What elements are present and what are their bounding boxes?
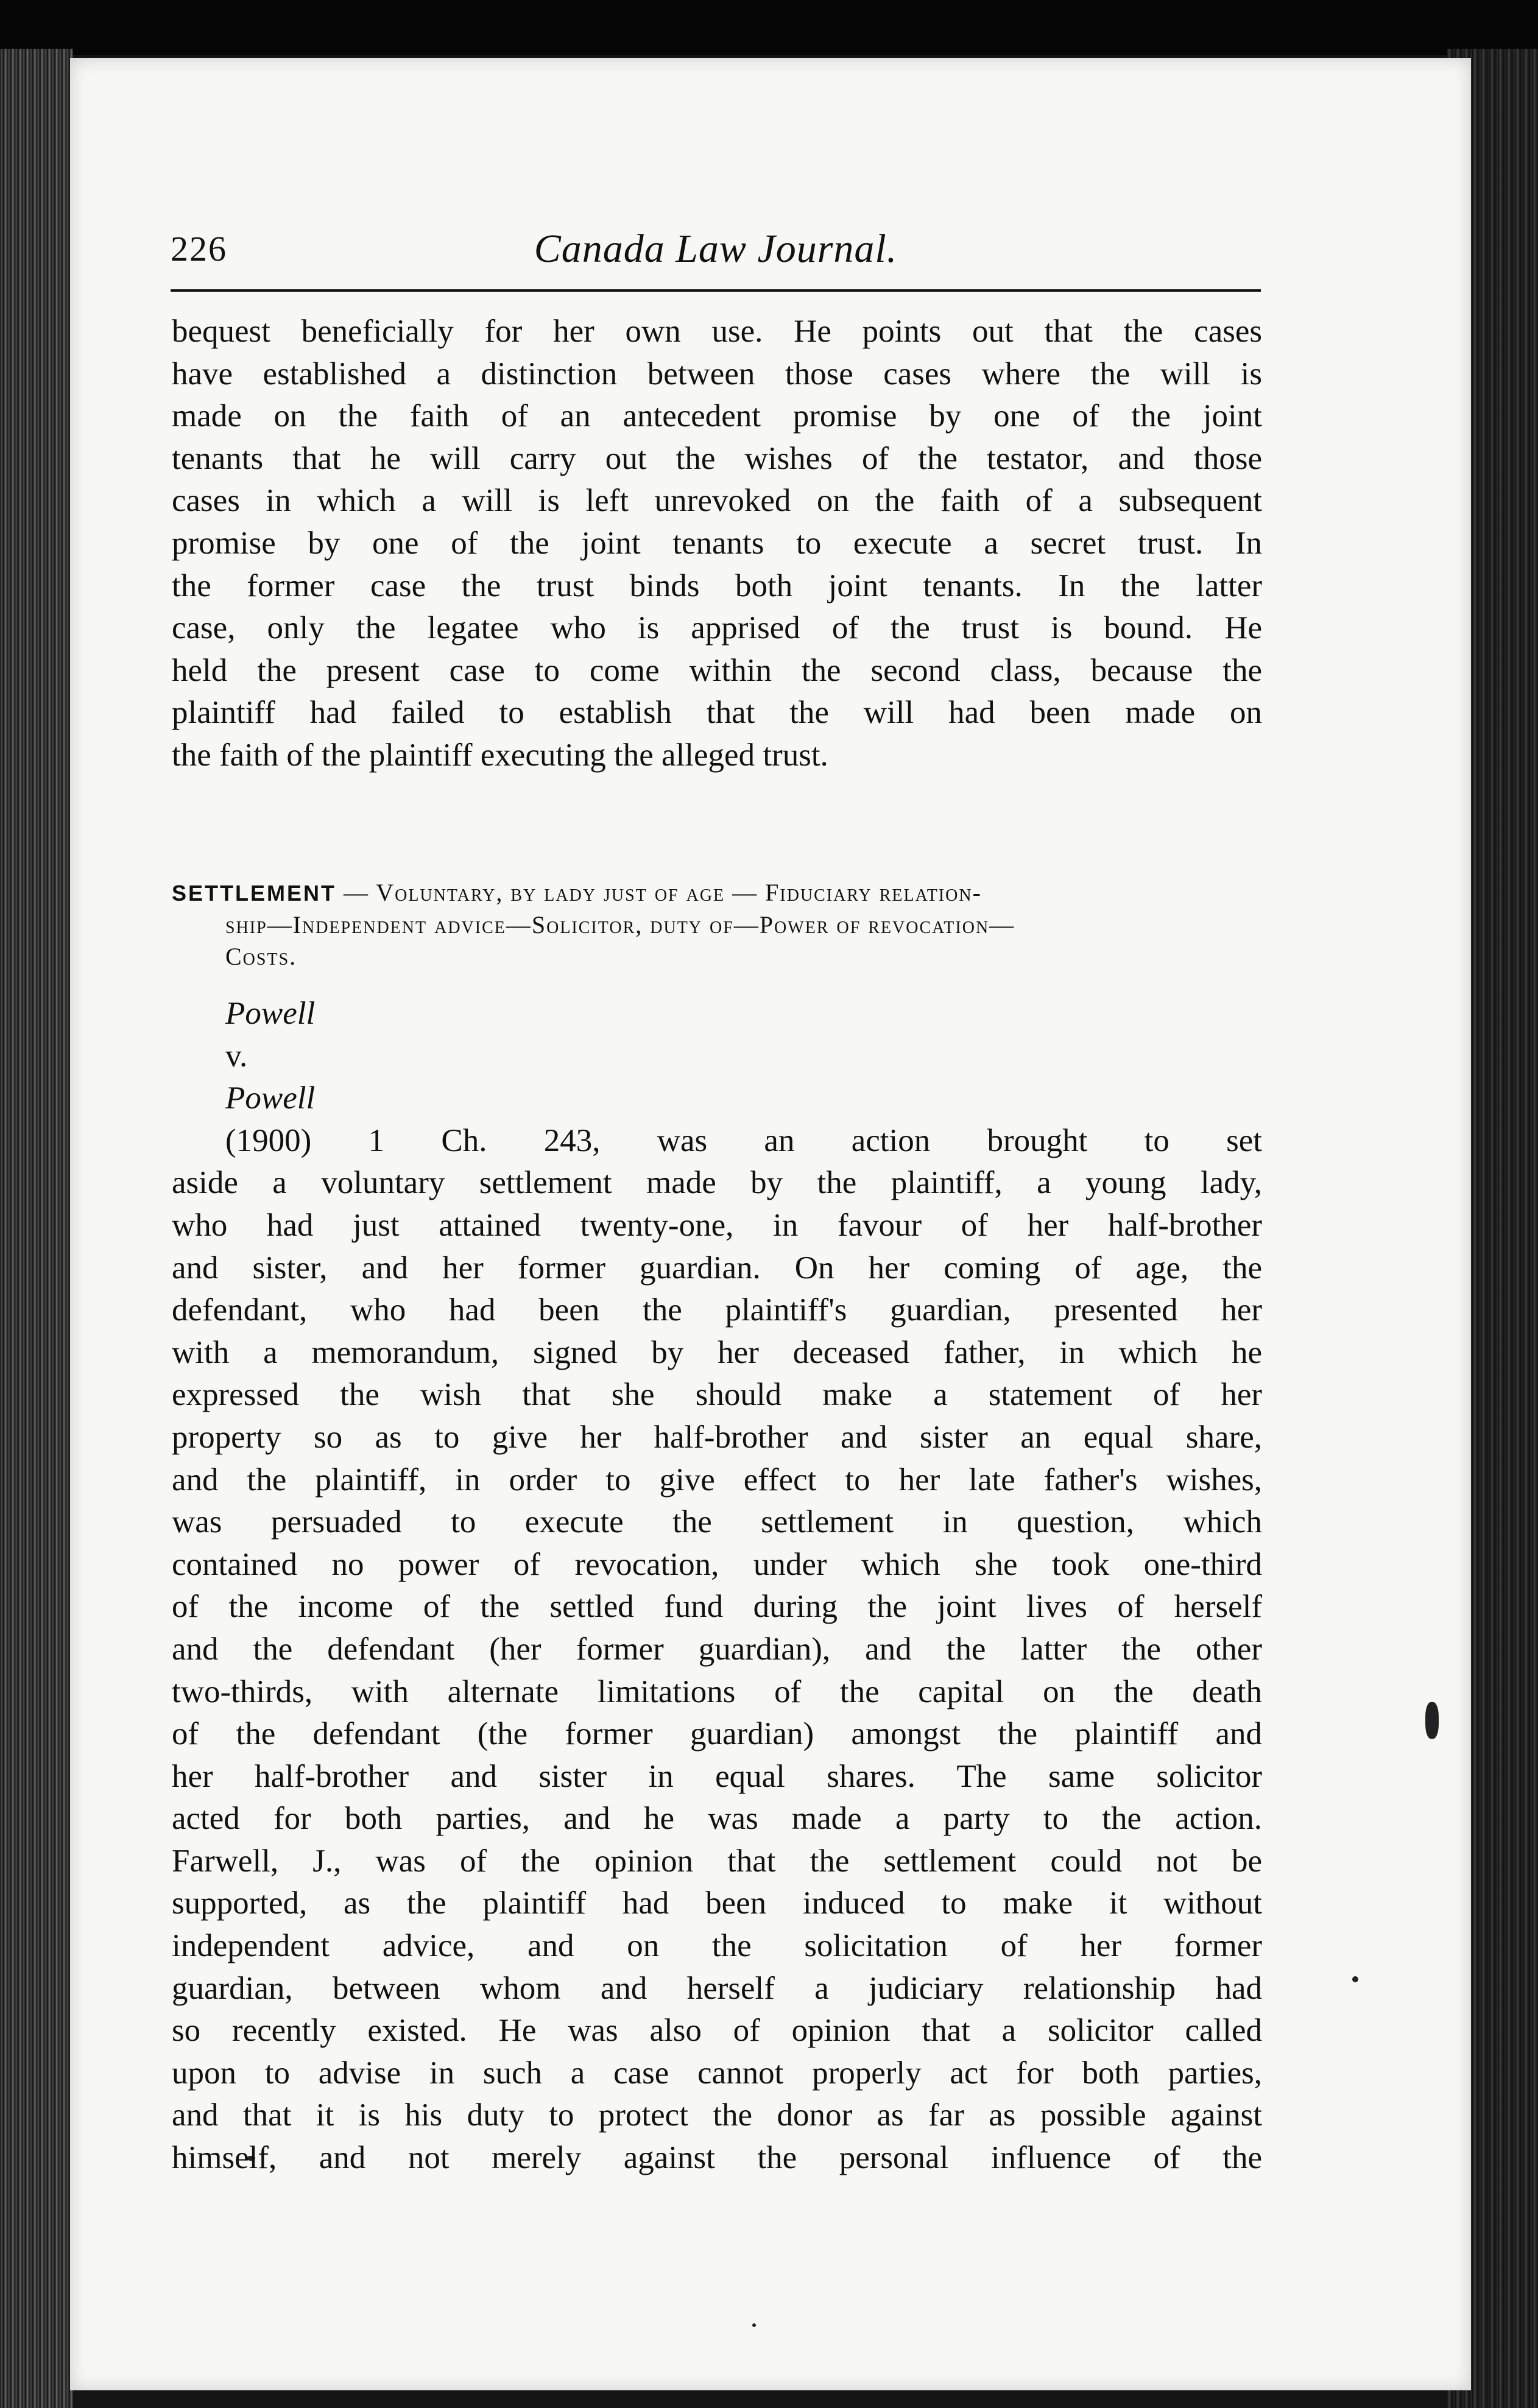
text-line: cases in which a will is left unrevoked on the faith of a subsequent	[172, 483, 1262, 519]
text-line: of the defendant (the former guardian) amongst the plaintiff and	[172, 1716, 1262, 1752]
text-line: held the present case to come within the second class, because the	[172, 652, 1262, 688]
case-versus: v.	[225, 1038, 248, 1074]
scan-top-border	[0, 0, 1538, 55]
text-line: himself, and not merely against the personal influence of the	[172, 2140, 1262, 2176]
text-line: aside a voluntary settlement made by the plaintiff, a young lady,	[172, 1165, 1262, 1201]
heading-keyword: SETTLEMENT	[172, 881, 336, 906]
paragraph-secret-trust	[172, 311, 1262, 777]
text-line: was persuaded to execute the settlement in question, which	[172, 1504, 1262, 1540]
text-line: her half-brother and sister in equal shares. The same solicitor	[172, 1758, 1262, 1794]
text-line: the faith of the plaintiff executing the alleged trust.	[172, 737, 828, 773]
text-line: promise by one of the joint tenants to execute a secret trust. In	[172, 525, 1262, 561]
text-line: plaintiff had failed to establish that the will had been made on	[172, 695, 1262, 731]
text-line: acted for both parties, and he was made a party to the action.	[172, 1801, 1262, 1837]
text-line	[172, 993, 1262, 1162]
page-header	[171, 216, 1261, 292]
text-line: of the income of the settled fund during the joint lives of herself	[172, 1589, 1262, 1625]
text-line: independent advice, and on the solicitation of her former	[172, 1928, 1262, 1964]
text-line: two-thirds, with alternate limitations of the capital on the death	[172, 1674, 1262, 1709]
text-line: and the defendant (her former guardian), and the latter the other	[172, 1631, 1262, 1667]
text-line: guardian, between whom and herself a judiciary relationship had	[172, 1970, 1262, 2006]
page-number: 226	[171, 229, 227, 269]
text-line: with a memorandum, signed by her deceased father, in which he	[172, 1334, 1262, 1370]
text-line: contained no power of revocation, under which she took one-third	[172, 1546, 1262, 1582]
text-line: case, only the legatee who is apprised of the trust is bound. He	[172, 610, 1262, 646]
ink-speck	[752, 2323, 756, 2327]
text-line: have established a distinction between those cases where the will is	[172, 356, 1262, 392]
citation-text: (1900) 1 Ch. 243, was an action brought to set	[225, 1122, 1262, 1158]
text-line: the former case the trust binds both joint tenants. In the latter	[172, 568, 1262, 604]
text-line: made on the faith of an antecedent promise by one of the joint	[172, 398, 1262, 434]
ink-speck	[1352, 1976, 1358, 1982]
paragraph-powell-v-powell	[172, 993, 1262, 2180]
heading-topics: — Voluntary, by lady just of age — Fiduciary relation-	[336, 879, 982, 906]
text-line: bequest beneficially for her own use. He points out that the cases	[172, 314, 1262, 349]
heading-line	[172, 877, 1262, 909]
text-line: Farwell, J., was of the opinion that the settlement could not be	[172, 1843, 1262, 1879]
book-spine-edge	[0, 49, 73, 2408]
text-line: so recently existed. He was also of opinion that a solicitor called	[172, 2013, 1262, 2049]
heading-line: ship—Independent advice—Solicitor, duty of—Power of revocation—	[225, 911, 1015, 938]
text-line: upon to advise in such a case cannot properly act for both parties,	[172, 2055, 1262, 2091]
heading-line: Costs.	[225, 943, 297, 970]
text-line: and the plaintiff, in order to give effect to her late father's wishes,	[172, 1462, 1262, 1498]
case-heading	[172, 877, 1262, 973]
case-name: Powell	[225, 996, 316, 1031]
running-title: Canada Law Journal.	[534, 227, 898, 271]
text-line: and sister, and her former guardian. On her coming of age, the	[172, 1250, 1262, 1286]
text-line: expressed the wish that she should make a statement of her	[172, 1377, 1262, 1413]
text-line: supported, as the plaintiff had been induced to make it without	[172, 1885, 1262, 1921]
text-line: property so as to give her half-brother and sister an equal share,	[172, 1419, 1262, 1455]
case-name: Powell	[225, 1080, 316, 1116]
text-line: defendant, who had been the plaintiff's guardian, presented her	[172, 1292, 1262, 1328]
text-line: who had just attained twenty-one, in favour of her half-brother	[172, 1207, 1262, 1243]
ink-speck	[1425, 1702, 1439, 1739]
text-line: tenants that he will carry out the wishes of the testator, and those	[172, 440, 1262, 476]
text-line: and that it is his duty to protect the donor as far as possible against	[172, 2097, 1262, 2133]
